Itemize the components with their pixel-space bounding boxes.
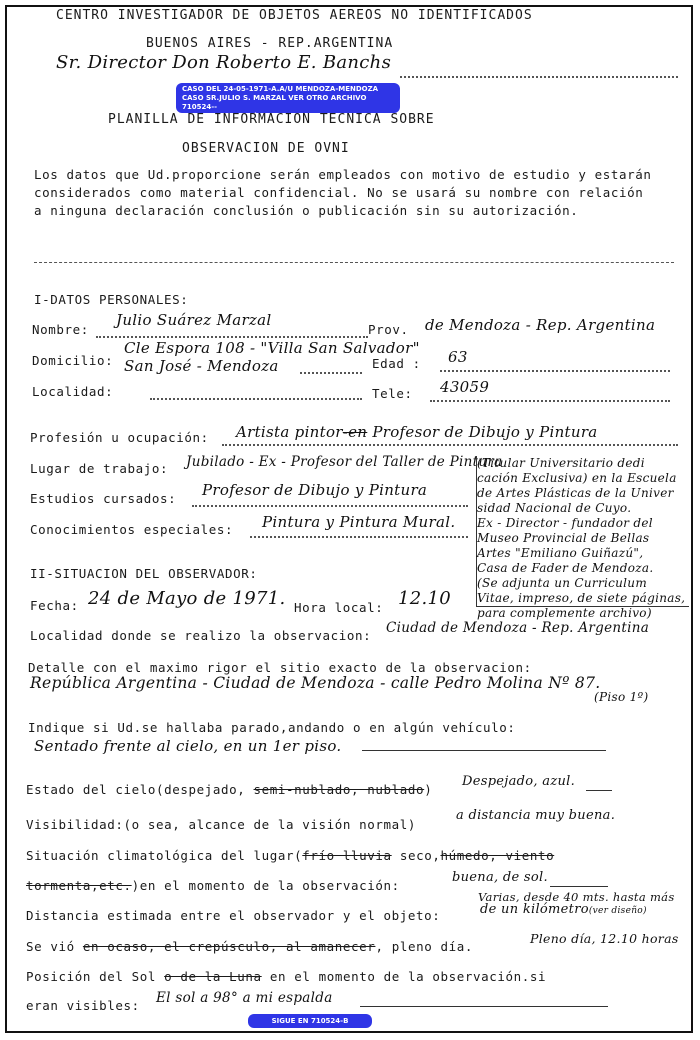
form-title: PLANILLA DE INFORMACION TECNICA SOBRE xyxy=(108,112,435,127)
estado-struck: semi-nublado, nublado xyxy=(253,782,425,797)
form-subtitle: OBSERVACION DE OVNI xyxy=(182,141,350,156)
profesion-value xyxy=(236,423,598,441)
fecha-value: 24 de Mayo de 1971. xyxy=(88,588,286,609)
badge-top-line-1: CASO DEL 24-05-1971-A.A/U MENDOZA-MENDOZA xyxy=(182,85,379,93)
distancia-value-main: de un kilómetro xyxy=(480,902,589,917)
detalle-value: República Argentina - Ciudad de Mendoza - calle Pedro Molina Nº 87. xyxy=(30,674,601,692)
detalle-label: Detalle con el maximo rigor el sitio exacto de la observacion: xyxy=(28,660,532,675)
distancia-value-top: Varias, desde 40 mts. hasta más xyxy=(478,890,675,904)
archive-badge-bottom: SIGUE EN 710524-B xyxy=(248,1014,372,1028)
nombre-dotted-line xyxy=(96,336,368,338)
estado-value: Despejado, azul. xyxy=(462,774,576,789)
note-line: cación Exclusiva) en la Escuela xyxy=(477,471,677,485)
profesion-dotted-line xyxy=(222,444,678,446)
domicilio-label: Domicilio: xyxy=(32,353,114,368)
estudios-value: Profesor de Dibujo y Pintura xyxy=(202,481,428,499)
note-line: (Se adjunta un Curriculum xyxy=(477,576,648,590)
domicilio-value-2: San José - Mendoza xyxy=(124,357,279,375)
note-line: sidad Nacional de Cuyo. xyxy=(477,501,632,515)
note-line: de Artes Plásticas de la Univer xyxy=(477,486,674,500)
org-city: BUENOS AIRES - REP.ARGENTINA xyxy=(146,36,394,51)
indique-value: Sentado frente al cielo, en un 1er piso. xyxy=(34,737,342,755)
note-line: Vitae, impreso, de siete páginas, xyxy=(477,591,686,605)
tel-dotted-line xyxy=(430,400,670,402)
posicion-underline xyxy=(360,1006,608,1007)
addressee: Sr. Director Don Roberto E. Banchs xyxy=(56,52,392,73)
se-vio-struck: en ocaso, el crepúsculo, al amanecer xyxy=(82,939,376,954)
domicilio-value-1: Cle Espora 108 - "Villa San Salvador" xyxy=(124,339,420,357)
situacion-label-text: Situación climatológica del lugar( xyxy=(26,848,303,863)
note-line: para complemente archivo) xyxy=(477,606,652,620)
lugar-label: Lugar de trabajo: xyxy=(30,461,169,476)
localidad-label: Localidad: xyxy=(32,384,114,399)
nombre-value: Julio Suárez Marzal xyxy=(116,311,272,329)
estado-label-text: Estado del cielo(despejado, xyxy=(26,782,246,797)
intro-paragraph: Los datos que Ud.proporcione serán empleados con motivo de estudio y estarán considerados como material confidencial. No se usará su nombre con relación a ninguna declaración conclusión o publicación sin su autorización. xyxy=(34,167,652,218)
situacion-label-2 xyxy=(26,878,400,893)
situacion-struck-1: frío lluvia xyxy=(302,848,392,863)
situacion-label xyxy=(26,848,554,863)
edad-value: 63 xyxy=(448,348,468,366)
org-title: CENTRO INVESTIGADOR DE OBJETOS AEREOS NO IDENTIFICADOS xyxy=(56,8,533,23)
prov-label: Prov. xyxy=(368,322,409,337)
conocimientos-dotted-line xyxy=(250,536,468,538)
conocimientos-label: Conocimientos especiales: xyxy=(30,522,234,537)
posicion-label xyxy=(26,969,546,984)
estado-underline xyxy=(586,790,612,791)
tel-value: 43059 xyxy=(440,378,490,396)
posicion-label-text-2: en el momento de la observación.si xyxy=(269,969,547,984)
visibilidad-value: a distancia muy buena. xyxy=(456,808,616,823)
se-vio-label xyxy=(26,939,473,954)
situacion-line2-text: )en el momento de la observación: xyxy=(131,878,400,893)
note-line: Casa de Fader de Mendoza. xyxy=(477,561,654,575)
distancia-note: (ver diseño) xyxy=(588,906,647,916)
profesion-value-1: Artista pintor xyxy=(236,423,343,441)
se-vio-value: Pleno día, 12.10 horas xyxy=(530,931,679,946)
distancia-label: Distancia estimada entre el observador y el objeto: xyxy=(26,908,441,923)
section-1-title: I-DATOS PERSONALES: xyxy=(34,292,189,307)
situacion-line2-struck: tormenta,etc. xyxy=(26,878,132,893)
addressee-dotted-line xyxy=(400,76,678,78)
localidad-obs-value: Ciudad de Mendoza - Rep. Argentina xyxy=(386,620,650,636)
indique-underline xyxy=(362,750,606,751)
note-line: (Titular Universitario dedi xyxy=(477,456,645,470)
posicion-struck: o de la Luna xyxy=(164,969,262,984)
estudios-dotted-line xyxy=(192,505,468,507)
se-vio-label-text: Se vió xyxy=(26,939,75,954)
indique-label: Indique si Ud.se hallaba parado,andando o en algún vehículo: xyxy=(28,720,516,735)
profesion-value-2: Profesor de Dibujo y Pintura xyxy=(372,423,598,441)
section-2-title: II-SITUACION DEL OBSERVADOR: xyxy=(30,566,258,581)
fecha-label: Fecha: xyxy=(30,598,79,613)
note-line: Artes "Emiliano Guiñazú", xyxy=(477,546,644,560)
hora-value: 12.10 xyxy=(398,588,452,609)
note-line: Museo Provincial de Bellas xyxy=(477,531,650,545)
estudios-label: Estudios cursados: xyxy=(30,491,177,506)
distancia-value xyxy=(480,902,647,917)
situacion-mid: seco, xyxy=(399,848,441,863)
curriculum-note xyxy=(476,456,689,620)
detalle-value-2: (Piso 1º) xyxy=(594,690,649,704)
estado-label xyxy=(26,782,432,797)
situacion-struck-2: húmedo, viento xyxy=(440,848,555,863)
posicion-label-3: eran visibles: xyxy=(26,998,140,1013)
hora-label: Hora local: xyxy=(294,600,384,615)
posicion-label-text: Posición del Sol xyxy=(26,969,157,984)
profesion-label: Profesión u ocupación: xyxy=(30,430,209,445)
situacion-value: buena, de sol. xyxy=(452,870,548,885)
nombre-label: Nombre: xyxy=(32,322,89,337)
localidad-obs-label: Localidad donde se realizo la observacion: xyxy=(30,628,372,643)
conocimientos-value: Pintura y Pintura Mural. xyxy=(262,513,456,531)
edad-label: Edad : xyxy=(372,356,421,371)
localidad-dotted-line xyxy=(150,398,362,400)
badge-top-line-2: CASO SR.JULIO S. MARZAL VER OTRO ARCHIVO 710524-- xyxy=(182,94,367,111)
estado-close: ) xyxy=(424,782,433,797)
situacion-underline xyxy=(550,886,608,887)
tel-label: Tele: xyxy=(372,386,413,401)
se-vio-tail: , pleno día. xyxy=(375,939,473,954)
profesion-struck: -en xyxy=(342,423,368,441)
prov-value: de Mendoza - Rep. Argentina xyxy=(425,316,656,334)
visibilidad-label: Visibilidad:(o sea, alcance de la visión normal) xyxy=(26,817,417,832)
posicion-value: El sol a 98° a mi espalda xyxy=(156,990,333,1006)
note-line: Ex - Director - fundador del xyxy=(477,516,653,530)
lugar-value: Jubilado - Ex - Profesor del Taller de Pintura xyxy=(186,454,503,470)
edad-dotted-line xyxy=(440,370,670,372)
domicilio-dotted-line xyxy=(300,372,362,374)
intro-separator xyxy=(34,262,674,263)
archive-badge-top xyxy=(176,83,400,113)
